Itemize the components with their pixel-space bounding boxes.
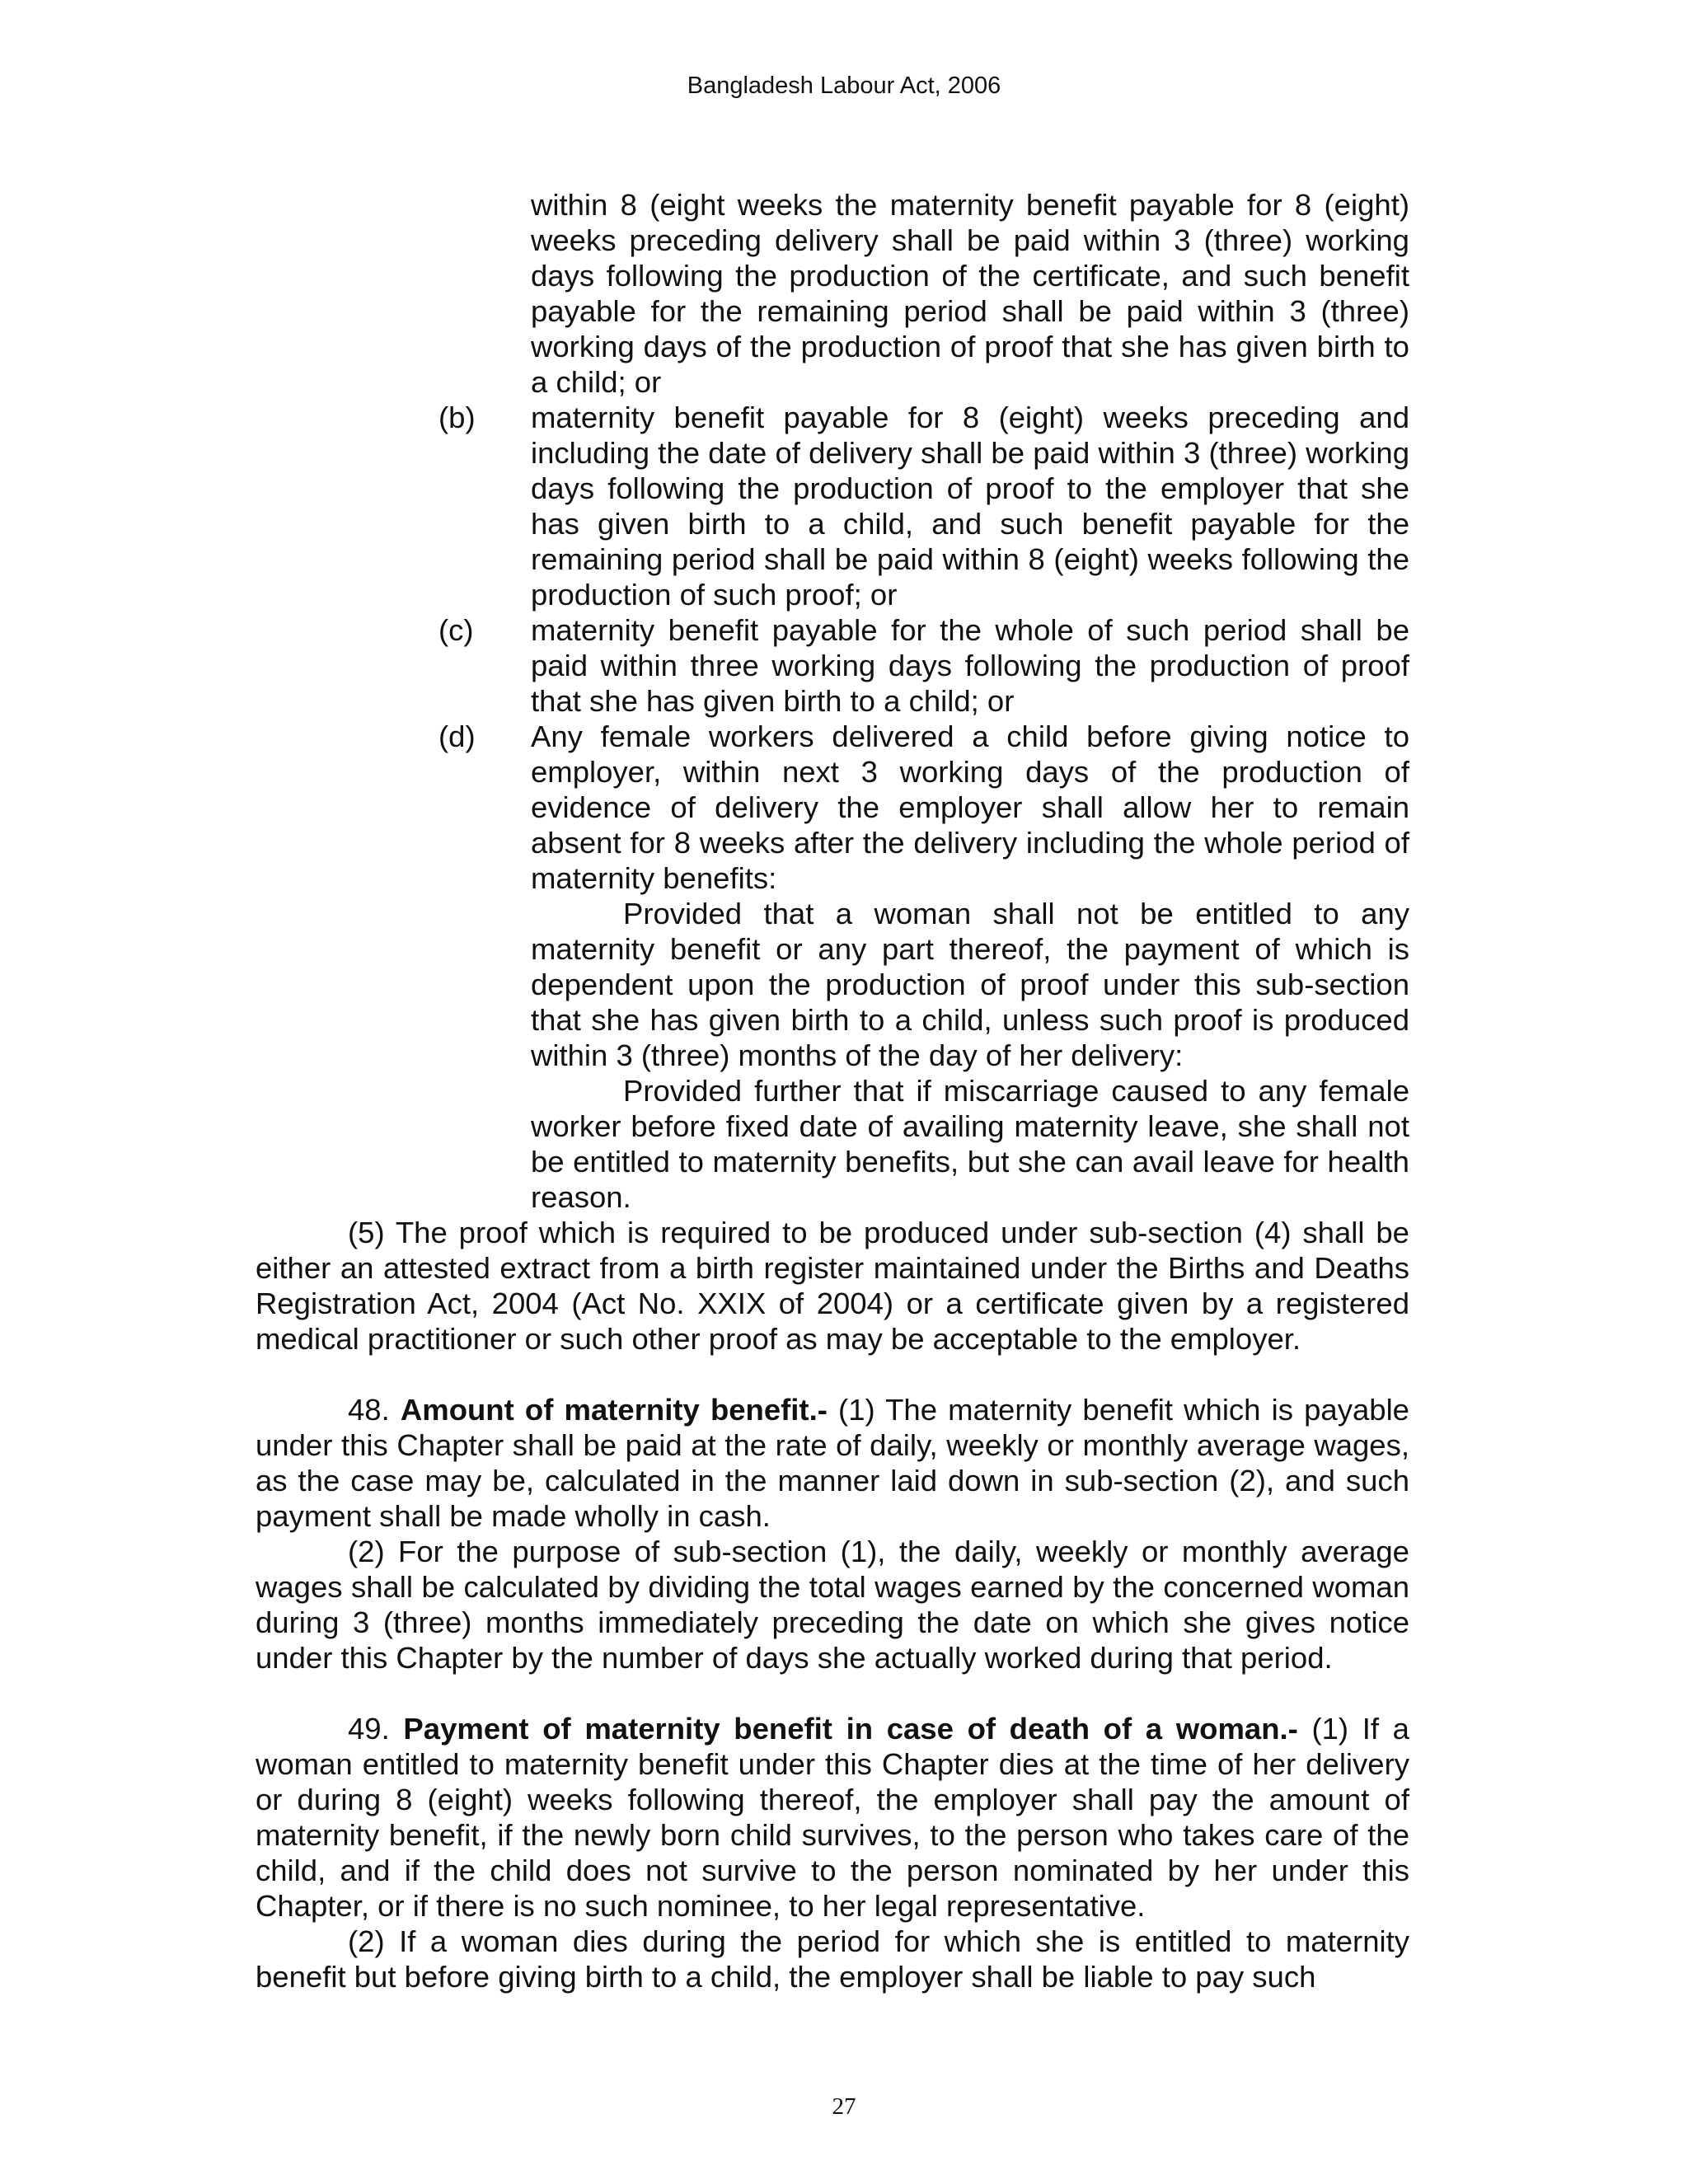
section-49-heading: Payment of maternity benefit in case of death of a woman.- <box>403 1712 1298 1746</box>
section-49-subsection-1-text: (1) If a woman entitled to maternity benefit under this Chapter dies at the time of her delivery or during 8 (eight) weeks following thereof, the employer shall pay the amount of maternity benefit, if the newly born child survives, to the person who takes care of the child, and if the child does not survive to the person nominated by her under this Chapter, or if there is no such nominee, to her legal representative. <box>256 1712 1409 1923</box>
clause-d <box>256 719 1409 896</box>
proviso-further: Provided further that if miscarriage caused to any female worker before fixed date of availing maternity leave, she shall not be entitled to maternity benefits, but she can avail leave for health reason. <box>531 1074 1409 1214</box>
section-48-subsection-2: (2) For the purpose of sub-section (1), the daily, weekly or monthly average wages shall be calculated by dividing the total wages earned by the concerned woman during 3 (three) months immediately preceding the date on which she gives notice under this Chapter by the number of days she actually worked during that period. <box>256 1535 1409 1675</box>
clause-b <box>256 400 1409 612</box>
clause-b-label: (b) <box>438 401 476 434</box>
clause-c-label: (c) <box>438 613 474 647</box>
section-47-subsection-5: (5) The proof which is required to be produced under sub-section (4) shall be either an attested extract from a birth register maintained under the Births and Deaths Registration Act, 2004 (Act No. XXIX of 2004) or a certificate given by a registered medical practitioner or such other proof as may be acceptable to the employer. <box>256 1216 1409 1356</box>
page-body <box>256 187 1409 1994</box>
clause-b-text: maternity benefit payable for 8 (eight) weeks preceding and including the date of delivery shall be paid within 3 (three) working days following the production of proof to the employer that she has given birth to a child, and such benefit payable for the remaining period shall be paid within 8 (eight) weeks following the production of such proof; or <box>531 401 1409 612</box>
clause-d-text: Any female workers delivered a child before giving notice to employer, within next 3 working days of the production of evidence of delivery the employer shall allow her to remain absent for 8 weeks after the delivery including the whole period of maternity benefits: <box>531 719 1409 895</box>
section-49-subsection-1 <box>256 1711 1409 1924</box>
section-49-number: 49. <box>348 1712 390 1746</box>
section-gap <box>256 1357 1409 1392</box>
clause-d-label: (d) <box>438 719 476 753</box>
section-48-subsection-1-text: (1) The maternity benefit which is payable under this Chapter shall be paid at the rate of daily, weekly or monthly average wages, as the case may be, calculated in the manner laid down in sub-section (2), and such payment shall be made wholly in cash. <box>256 1393 1409 1533</box>
section-48-number: 48. <box>348 1393 390 1427</box>
section-49-subsection-2: (2) If a woman dies during the period for which she is entitled to maternity benefit but before giving birth to a child, the employer shall be liable to pay such <box>256 1924 1409 1994</box>
clause-c <box>256 612 1409 719</box>
section-48-heading: Amount of maternity benefit.- <box>400 1393 828 1427</box>
page-number: 27 <box>832 2093 856 2120</box>
proviso-first: Provided that a woman shall not be entitled to any maternity benefit or any part thereof, the payment of which is dependent upon the production of proof under this sub-section that she has given birth to a child, unless such proof is produced within 3 (three) months of the day of her delivery: <box>531 897 1409 1072</box>
clause-c-text: maternity benefit payable for the whole of such period shall be paid within three working days following the production of proof that she has given birth to a child; or <box>531 613 1409 718</box>
section-48-subsection-1 <box>256 1392 1409 1534</box>
section-gap <box>256 1675 1409 1711</box>
clause-a-continuation: within 8 (eight weeks the maternity benefit payable for 8 (eight) weeks preceding delivery shall be paid within 3 (three) working days following the production of the certificate, and such benefit payable for the remaining period shall be paid within 3 (three) working days of the production of proof that she has given birth to a child; or <box>531 188 1409 399</box>
running-header: Bangladesh Labour Act, 2006 <box>687 73 1001 99</box>
